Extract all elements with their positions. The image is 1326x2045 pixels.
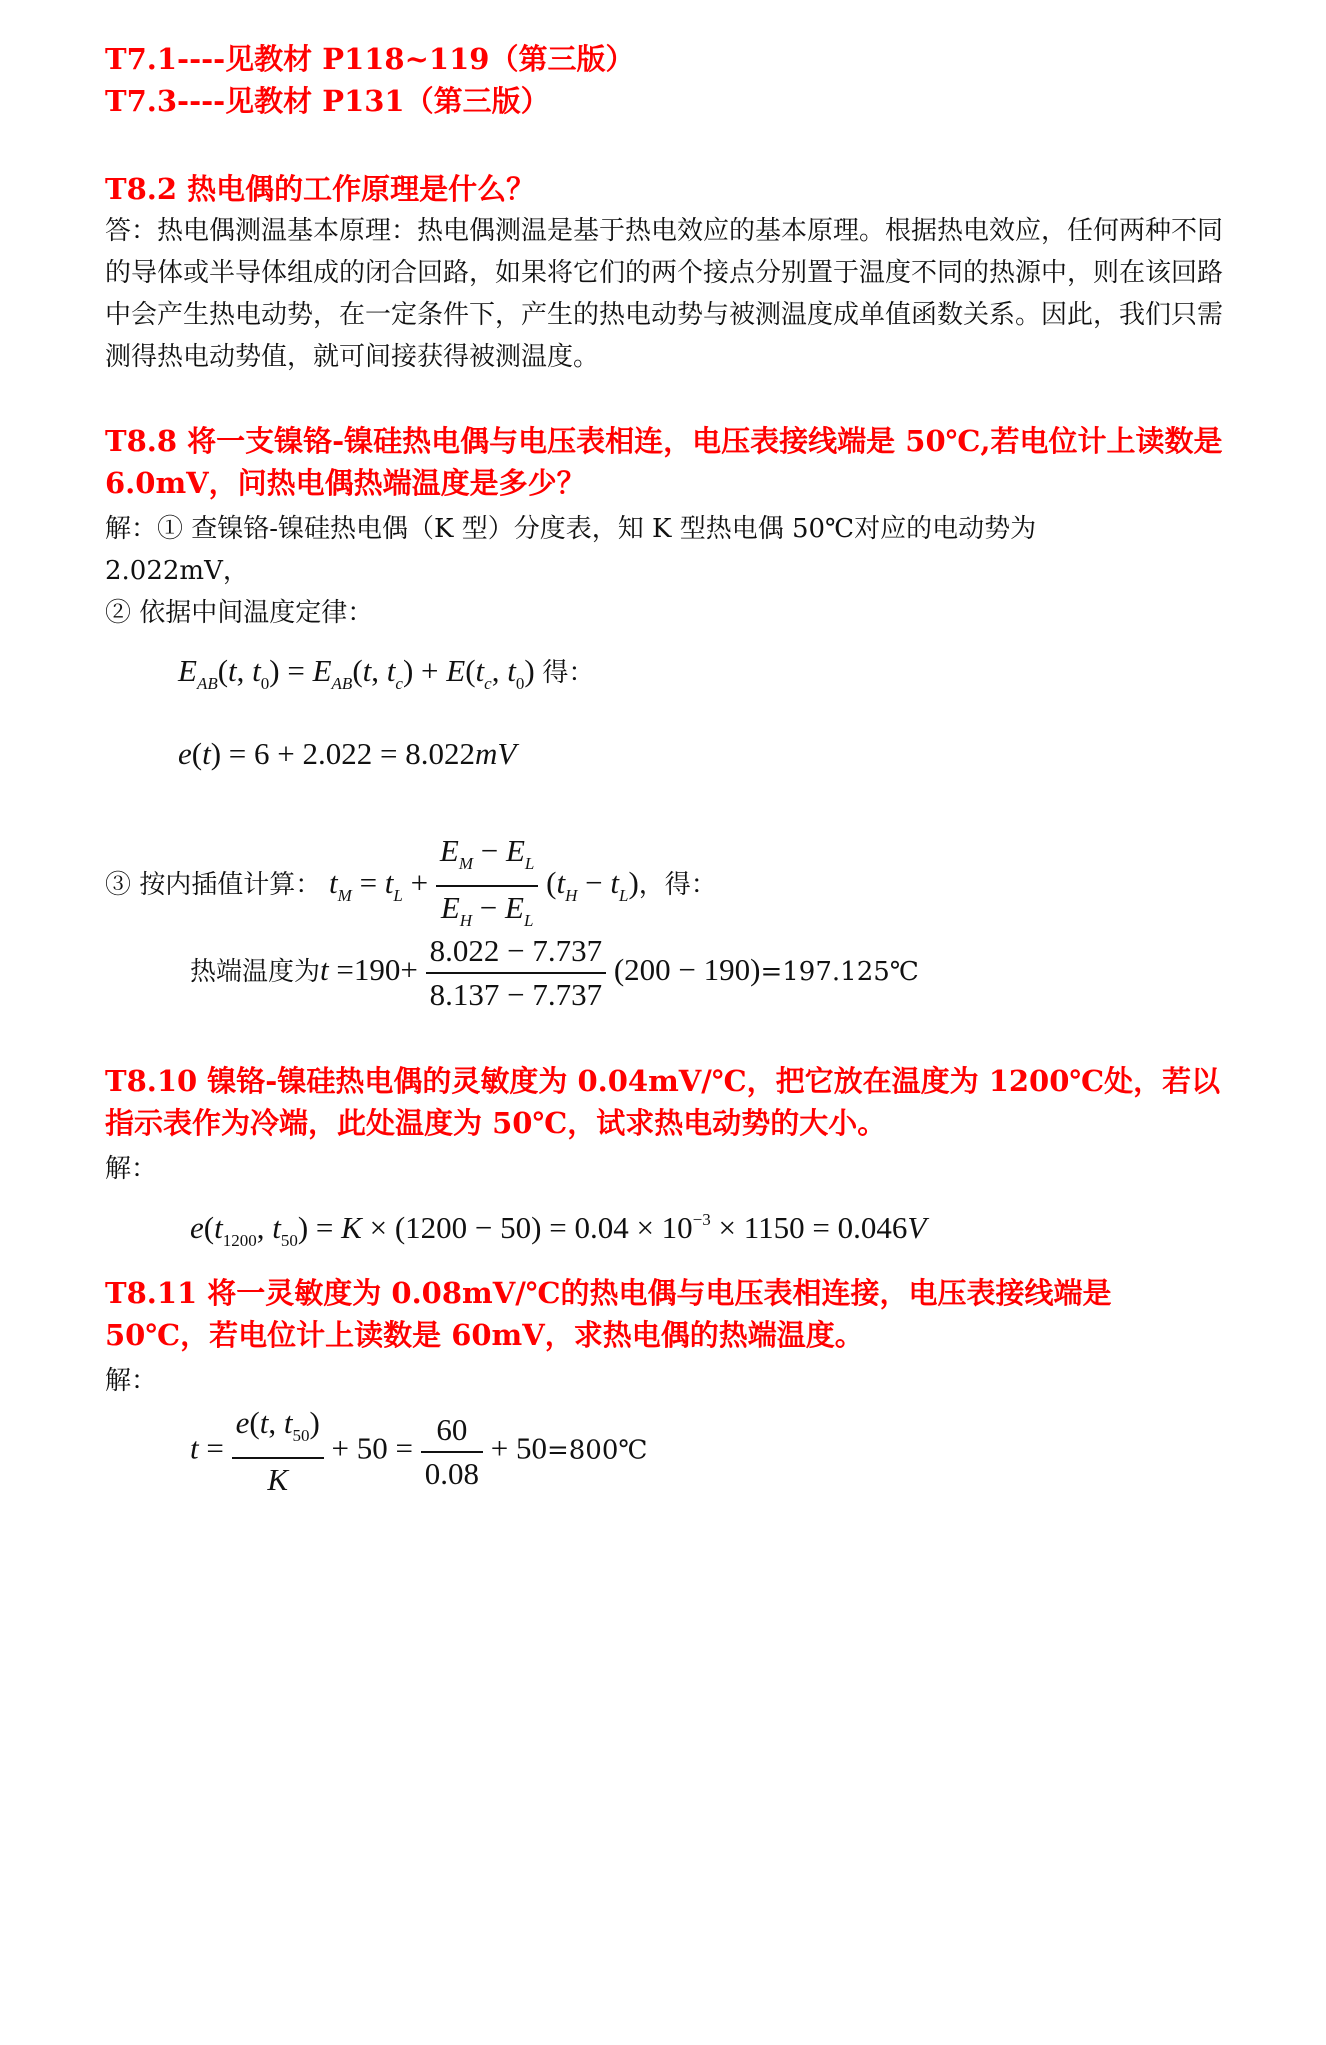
interpolation-fraction: $\frac{E_M - E_L}{E_H - E_L}$ xyxy=(436,830,539,942)
q811-fraction-1: $\frac{e(t, t_{50})}{K}$ xyxy=(232,1402,324,1501)
header-t73: T7.3----见教材 P131（第三版） xyxy=(105,84,550,118)
q810-solution-label: 解： xyxy=(105,1154,158,1184)
result-value: =197.125℃ xyxy=(760,957,919,988)
step3-prefix: ③ 按内插值计算： xyxy=(105,870,322,901)
result-fraction: $\frac{8.022 - 7.737}{8.137 - 7.737}$ xyxy=(426,930,606,1016)
q811-fraction-2: $\frac{60}{0.08}$ xyxy=(421,1409,483,1495)
q810-title: T8.10 镍铬-镍硅热电偶的灵敏度为 0.04mV/℃，把它放在温度为 1200℃处，若以指示表作为冷端，此处温度为 50℃，试求热电动势的大小。 xyxy=(105,1064,1221,1140)
emf-sum-equation: e(t) = 6 + 2.022 = 8.022mV xyxy=(178,736,517,771)
q811-temperature-equation: t = $\frac{e(t, t_{50})}{K}$ + 50 = $\frac{60}{0.08}$ + 50=800℃ xyxy=(190,1402,1310,1501)
eq1-suffix: 得： xyxy=(542,658,595,688)
q82-answer: 答：热电偶测温基本原理：热电偶测温是基于热电效应的基本原理。根据热电效应，任何两种不同的导体或半导体组成的闭合回路，如果将它们的两个接点分别置于温度不同的热源中，则在该回路中会产生热电动势，在一定条件下，产生的热电动势与被测温度成单值函数关系。因此，我们只需测得热电动势值，就可间接获得被测温度。 xyxy=(105,216,1224,372)
q82-title: T8.2 热电偶的工作原理是什么？ xyxy=(105,172,536,206)
q88-step2: ② 依据中间温度定律： xyxy=(105,598,374,628)
q811-title: T8.11 将一灵敏度为 0.08mV/℃的热电偶与电压表相连接，电压表接线端是 50℃，若电位计上读数是 60mV，求热电偶的热端温度。 xyxy=(105,1276,1112,1352)
interpolation-formula: ③ 按内插值计算： $t_M = t_L$ + $\frac{E_M - E_L}{E_H - E_L}$ $(t_H - t_L)$，得： xyxy=(105,830,1225,942)
q811-solution-label: 解： xyxy=(105,1366,158,1396)
header-t71: T7.1----见教材 P118~119（第三版） xyxy=(105,42,635,76)
q811-result-value: =800℃ xyxy=(546,1435,648,1466)
step3-suffix: ，得： xyxy=(638,870,717,901)
q88-step1: 解：① 查镍铬-镍硅热电偶（K 型）分度表，知 K 型热电偶 50℃对应的电动势为 2.022mV， xyxy=(105,514,1037,586)
q810-emf-equation: $e(t_{1200}$, $t_{50}) = K \times (1200 - 50) = 0.04 \times 10^{-3} \times 1150 = 0.046V$ xyxy=(190,1210,927,1250)
result-prefix: 热端温度为 xyxy=(190,957,321,988)
q88-title: T8.8 将一支镍铬-镍硅热电偶与电压表相连，电压表接线端是 50℃,若电位计上读数是 6.0mV，问热电偶热端温度是多少？ xyxy=(105,424,1223,500)
hot-end-temperature-result: 热端温度为t =190+ $\frac{8.022 - 7.737}{8.137 - 7.737}$ (200 − 190)=197.125℃ xyxy=(190,930,1310,1016)
middle-temperature-law-equation: $E_{AB}(t$, $t_0) = E_{AB}(t$, $t_c) + E(t_c$, $t_0$) 得： xyxy=(178,653,595,693)
